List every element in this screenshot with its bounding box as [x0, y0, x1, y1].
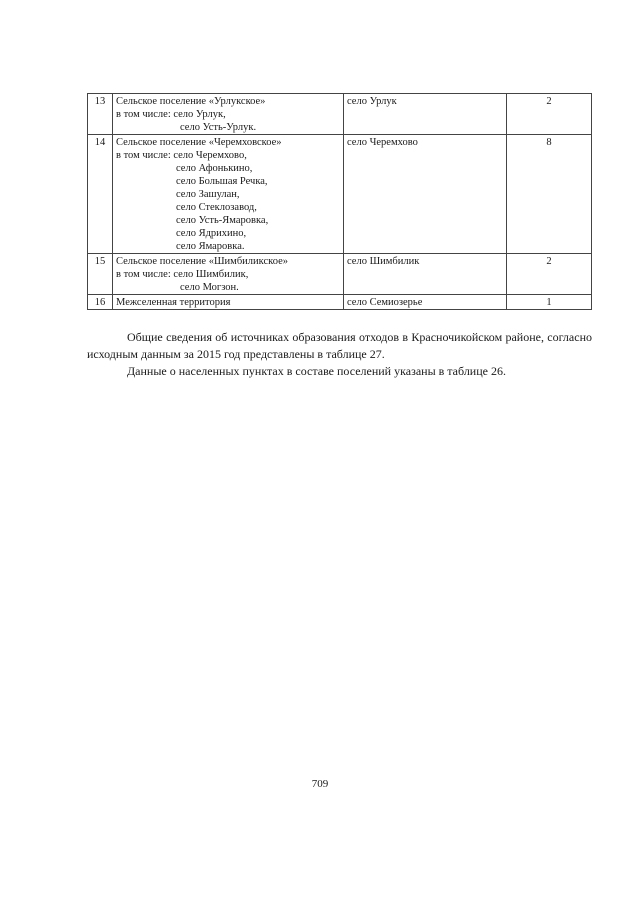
settlement-line: село Зашулан,: [176, 189, 240, 200]
settlement-title: Межселенная территория: [116, 297, 231, 308]
settlement-line: село Ядрихино,: [176, 228, 247, 239]
waste-sources-paragraph: Общие сведения об источниках образования отходов в Красночикойском районе, согласно исходным данным за 2015 год представлены в таблице 27.: [87, 330, 592, 361]
settlements-note-paragraph: Данные о населенных пунктах в составе поселений указаны в таблице 26.: [127, 364, 506, 378]
table-row: [88, 254, 592, 295]
settlement-line: в том числе: село Черемхово,: [116, 150, 247, 161]
admin-center-cell: село Черемхово: [344, 135, 507, 254]
row-number: 15: [88, 254, 113, 295]
settlement-line: село Усть-Ямаровка,: [176, 215, 269, 226]
settlement-name-cell: [113, 254, 344, 295]
settlement-title: Сельское поселение «Шимбиликское»: [116, 256, 288, 267]
settlements-table: [87, 93, 592, 310]
settlement-line: село Усть-Урлук.: [180, 122, 257, 133]
settlement-line: в том числе: село Шимбилик,: [116, 269, 249, 280]
settlement-line: село Ямаровка.: [176, 241, 245, 252]
table-row: [88, 94, 592, 135]
row-number: 13: [88, 94, 113, 135]
table-row: [88, 295, 592, 310]
settlement-name-cell: [113, 135, 344, 254]
settlement-line: село Афонькино,: [176, 163, 253, 174]
settlement-line: в том числе: село Урлук,: [116, 109, 226, 120]
settlement-name-cell: [113, 295, 344, 310]
settlement-count-cell: 2: [507, 94, 592, 135]
settlement-name-cell: [113, 94, 344, 135]
settlement-count-cell: 2: [507, 254, 592, 295]
row-number: 14: [88, 135, 113, 254]
row-number: 16: [88, 295, 113, 310]
admin-center-cell: село Шимбилик: [344, 254, 507, 295]
table-row: [88, 135, 592, 254]
settlement-line: село Стеклозавод,: [176, 202, 257, 213]
settlement-count-cell: 8: [507, 135, 592, 254]
page-number: 709: [311, 778, 329, 790]
settlement-line: село Большая Речка,: [176, 176, 268, 187]
settlement-title: Сельское поселение «Урлукское»: [116, 96, 266, 107]
admin-center-cell: село Семиозерье: [344, 295, 507, 310]
settlement-title: Сельское поселение «Черемховское»: [116, 137, 282, 148]
settlement-line: село Могзон.: [180, 282, 239, 293]
settlement-count-cell: 1: [507, 295, 592, 310]
admin-center-cell: село Урлук: [344, 94, 507, 135]
